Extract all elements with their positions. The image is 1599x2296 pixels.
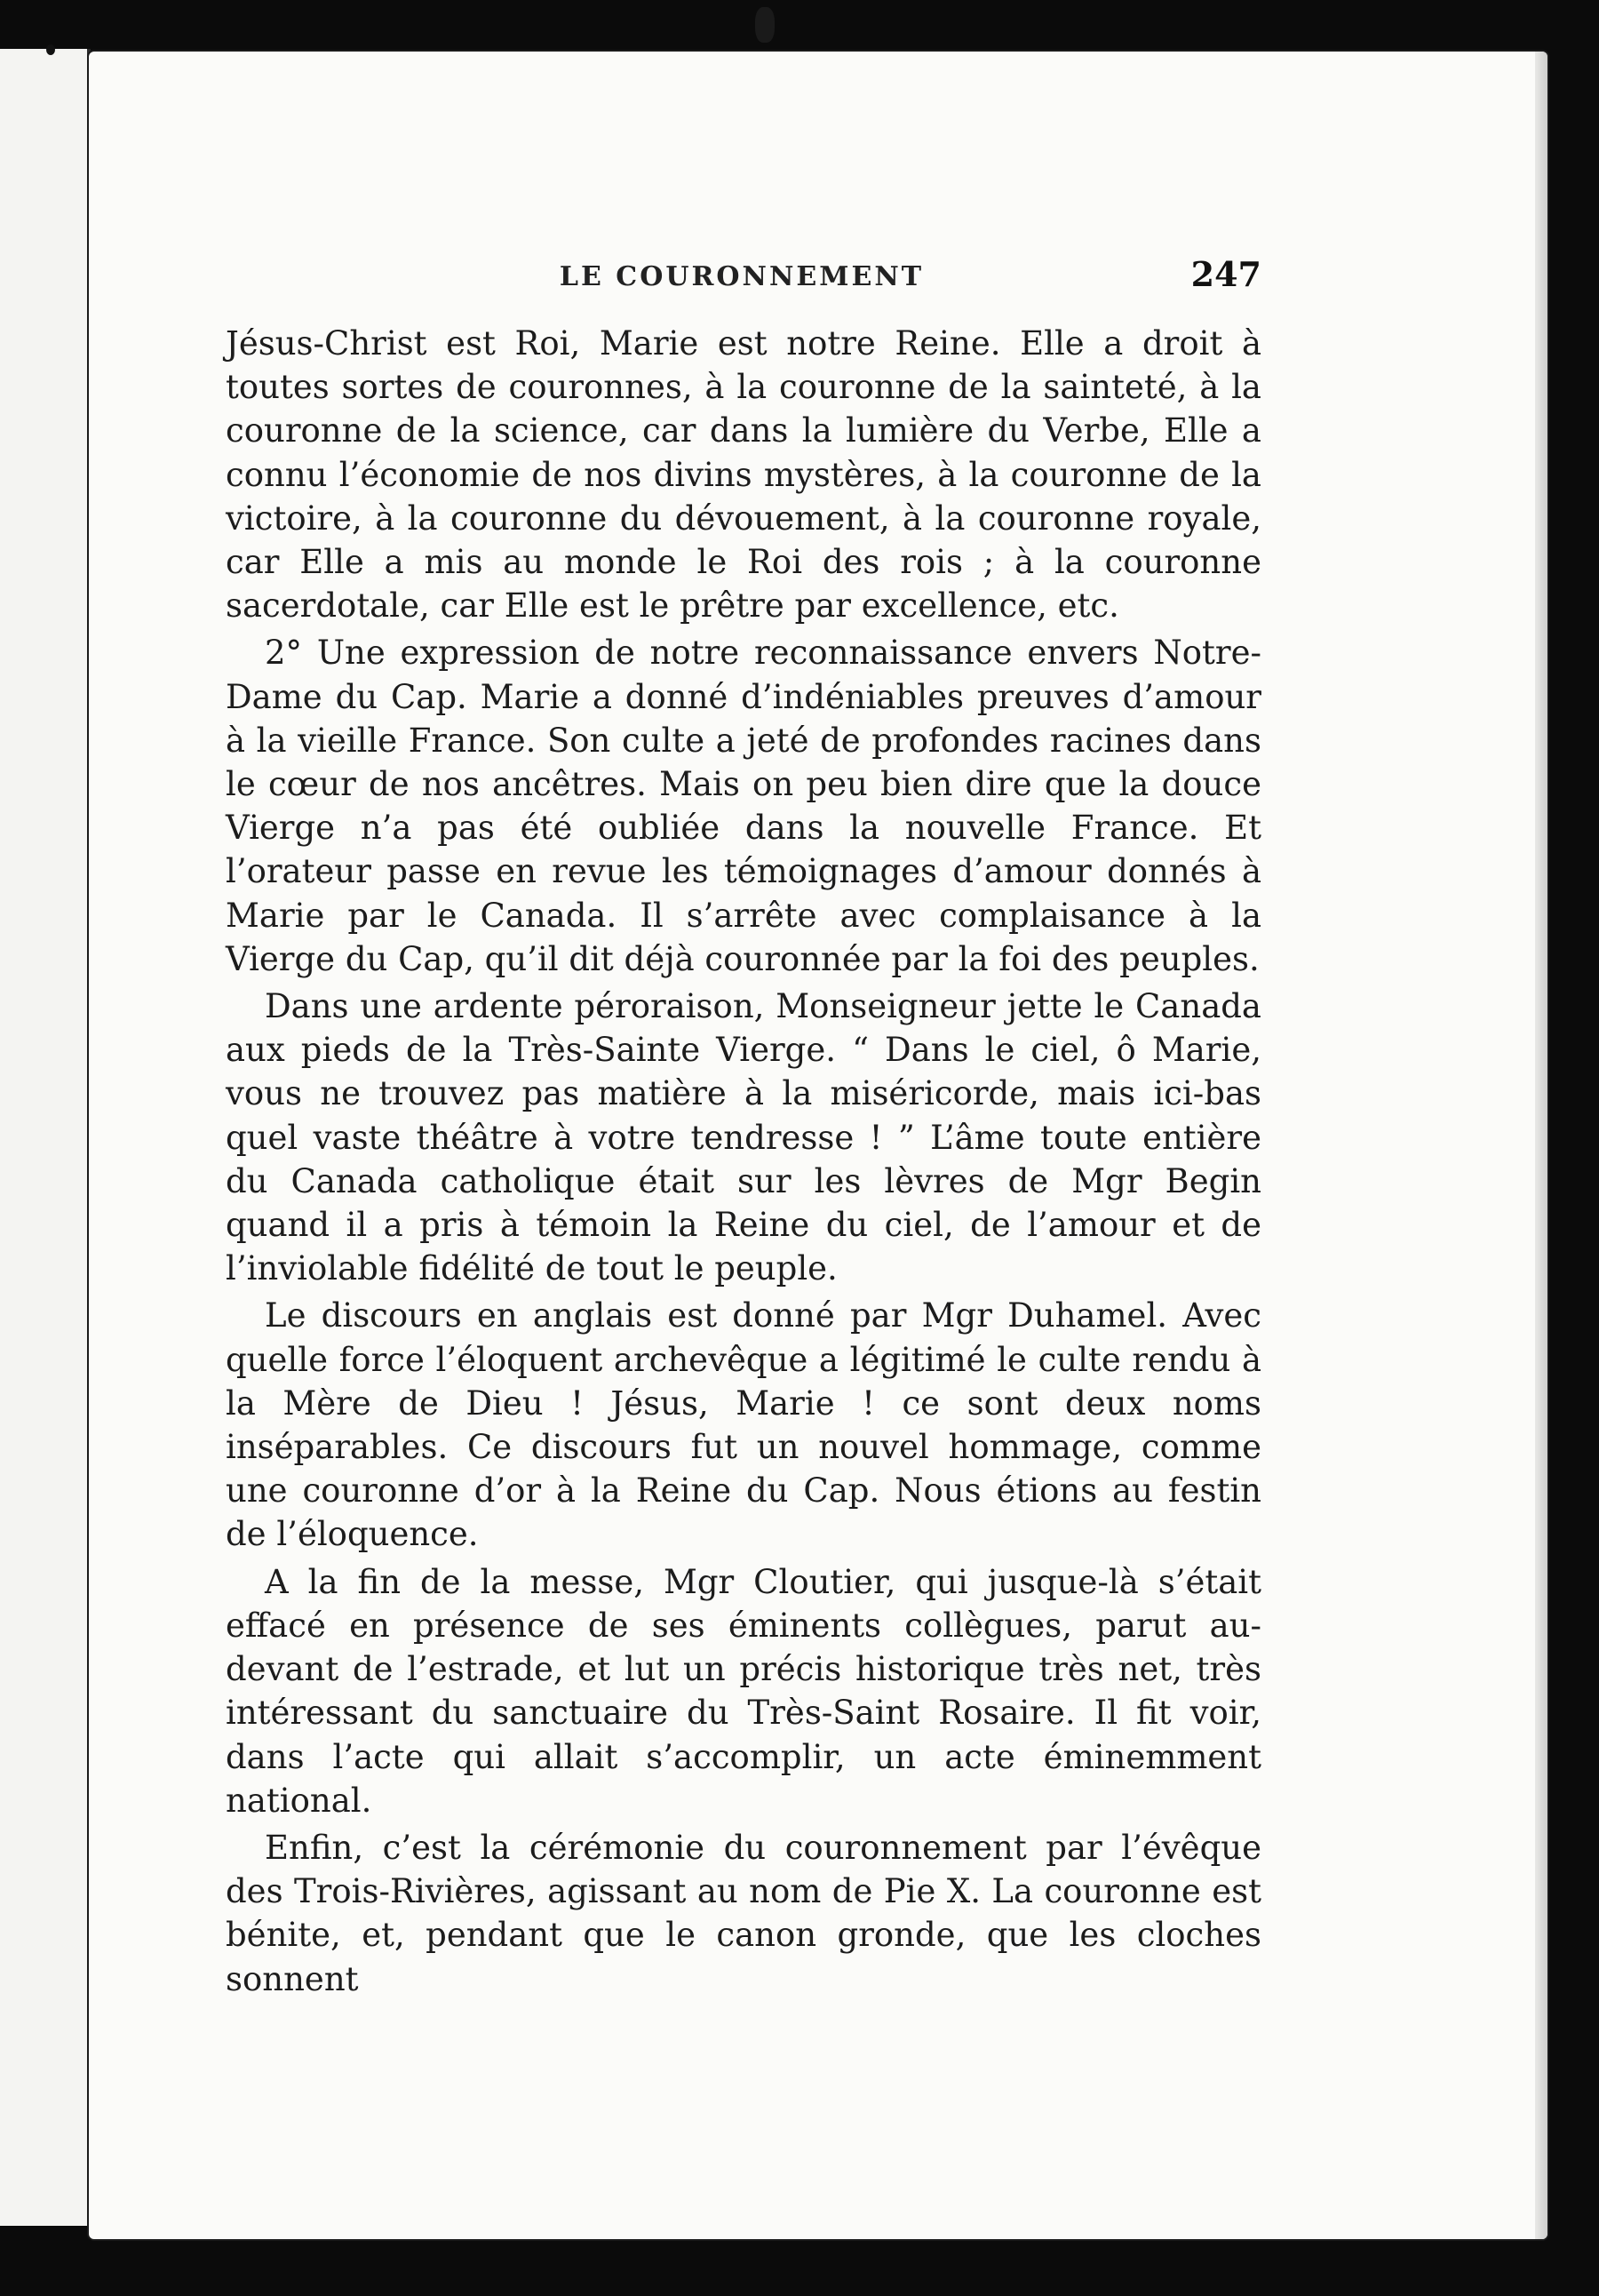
running-title: LE COURONNEMENT	[559, 261, 925, 292]
paragraph-4: Le discours en anglais est donné par Mgr Duhamel. Avec quelle force l’éloquent archevêque a légitimé le culte rendu à la Mère de Dieu ! Jésus, Marie ! ce sont deux noms inséparables. Ce discours fut un nouvel hommage, comme une couronne d’or à la Reine du Cap. Nous étions au festin de l’éloquence.	[226, 1296, 1261, 1554]
paragraph-5: A la fin de la messe, Mgr Cloutier, qui jusque-là s’était effacé en présence de ses éminents collègues, parut au-devant de l’estrade, et lut un précis historique très net, très intéressant du sanctuaire du Très-Saint Rosaire. Il fit voir, dans l’acte qui allait s’accomplir, un acte éminemment national.	[226, 1562, 1261, 1820]
adjacent-page-edge	[0, 49, 91, 2226]
scan-speck	[46, 44, 55, 55]
paragraph-1: Jésus-Christ est Roi, Marie est notre Reine. Elle a droit à toutes sortes de couronnes, à la couronne de la sainteté, à la couronne de la science, car dans la lumière du Verbe, Elle a connu l’économie de nos divins mystères, à la couronne de la victoire, à la couronne du dévouement, à la couronne royale, car Elle a mis au monde le Roi des rois ; à la couronne sacerdotale, car Elle est le prêtre par excellence, etc.	[226, 324, 1261, 626]
page-shadow-edge	[1535, 52, 1547, 2239]
page-number: 247	[1190, 254, 1261, 294]
scan-speck	[755, 7, 775, 43]
body-text	[226, 322, 1261, 2005]
paragraph-6: Enfin, c’est la cérémonie du couronnement par l’évêque des Trois-Rivières, agissant au nom de Pie X. La couronne est bénite, et, pendant que le canon gronde, que les cloches sonnent	[226, 1828, 1261, 1998]
paragraph-3: Dans une ardente péroraison, Monseigneur jette le Canada aux pieds de la Très-Sainte Vierge. “ Dans le ciel, ô Marie, vous ne trouvez pas matière à la miséricorde, mais ici-bas quel vaste théâtre à votre tendresse ! ” L’âme toute entière du Canada catholique était sur les lèvres de Mgr Begin quand il a pris à témoin la Reine du ciel, de l’amour et de l’inviolable fidélité de tout le peuple.	[226, 987, 1261, 1288]
paragraph-2: 2° Une expression de notre reconnaissance envers Notre-Dame du Cap. Marie a donné d’indéniables preuves d’amour à la vieille France. Son culte a jeté de profondes racines dans le cœur de nos ancêtres. Mais on peu bien dire que la douce Vierge n’a pas été oubliée dans la nouvelle France. Et l’orateur passe en revue les témoignages d’amour donnés à Marie par le Canada. Il s’arrête avec complaisance à la Vierge du Cap, qu’il dit déjà couronnée par la foi des peuples.	[226, 634, 1261, 978]
page-header	[222, 251, 1261, 304]
